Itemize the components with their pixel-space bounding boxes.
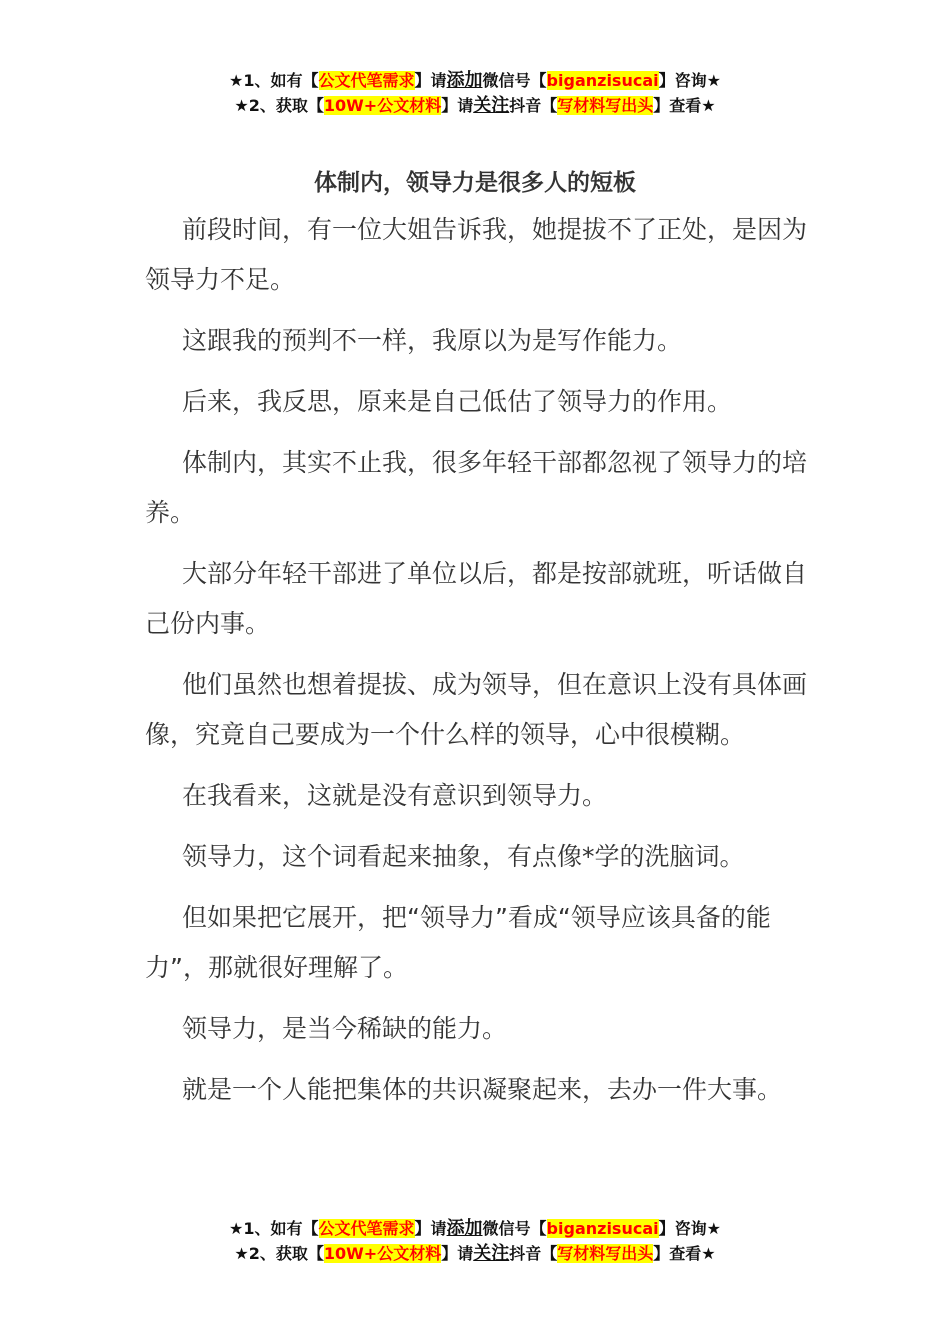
promo-douyin-id: 写材料写出头 [557, 1244, 654, 1263]
footer-promo-banner [0, 1216, 950, 1266]
promo-line-1 [0, 1216, 950, 1241]
promo-text: 抖音【 [509, 1244, 558, 1263]
promo-text: 】请 [441, 96, 474, 115]
article-paragraph: 他们虽然也想着提拔、成为领导，但在意识上没有具体画像，究竟自己要成为一个什么样的领导，心中很模糊。 [145, 670, 808, 749]
article-body [145, 205, 815, 1126]
promo-text: 】查看★ [653, 96, 716, 115]
promo-wechat-id: biganzisucai [546, 71, 659, 90]
promo-text: 抖音【 [509, 96, 558, 115]
promo-text: ★2、获取【 [234, 1244, 324, 1263]
article-title: 体制内，领导力是很多人的短板 [314, 170, 636, 197]
promo-text: 】咨询★ [658, 1219, 721, 1238]
article-paragraph: 体制内，其实不止我，很多年轻干部都忽视了领导力的培养。 [145, 448, 808, 527]
article-paragraph: 后来，我反思，原来是自己低估了领导力的作用。 [182, 387, 733, 416]
article-paragraph: 领导力，这个词看起来抽象，有点像*学的洗脑词。 [182, 842, 745, 871]
promo-text: 微信号【 [482, 71, 547, 90]
promo-text: ★2、获取【 [234, 96, 324, 115]
promo-text: 】请 [441, 1244, 474, 1263]
article-paragraph: 领导力，是当今稀缺的能力。 [182, 1014, 508, 1043]
promo-text: 】请 [414, 1219, 447, 1238]
promo-text: 】查看★ [653, 1244, 716, 1263]
promo-line-1 [0, 68, 950, 93]
promo-wechat-id: biganzisucai [546, 1219, 659, 1238]
promo-line-2 [0, 1241, 950, 1266]
promo-text: 微信号【 [482, 1219, 547, 1238]
promo-highlight: 10W+公文材料 [323, 1244, 442, 1263]
promo-line-2 [0, 93, 950, 118]
promo-emphasis: 关注 [473, 1243, 510, 1264]
promo-text: 】请 [414, 71, 447, 90]
article-paragraph: 前段时间，有一位大姐告诉我，她提拔不了正处，是因为领导力不足。 [145, 215, 808, 294]
article-paragraph: 就是一个人能把集体的共识凝聚起来，去办一件大事。 [182, 1075, 783, 1104]
promo-text: ★1、如有【 [229, 1219, 319, 1238]
promo-text: ★1、如有【 [229, 71, 319, 90]
header-promo-banner [0, 68, 950, 118]
promo-highlight: 公文代笔需求 [318, 71, 415, 90]
promo-emphasis: 关注 [473, 95, 510, 116]
promo-douyin-id: 写材料写出头 [557, 96, 654, 115]
article-paragraph: 这跟我的预判不一样，我原以为是写作能力。 [182, 326, 683, 355]
article-paragraph: 在我看来，这就是没有意识到领导力。 [182, 781, 608, 810]
promo-highlight: 公文代笔需求 [318, 1219, 415, 1238]
promo-emphasis: 添加 [446, 70, 483, 91]
promo-emphasis: 添加 [446, 1218, 483, 1239]
article-paragraph: 但如果把它展开，把“领导力”看成“领导应该具备的能力”，那就很好理解了。 [145, 903, 771, 982]
article-paragraph: 大部分年轻干部进了单位以后，都是按部就班，听话做自己份内事。 [145, 559, 808, 638]
promo-text: 】咨询★ [658, 71, 721, 90]
promo-highlight: 10W+公文材料 [323, 96, 442, 115]
